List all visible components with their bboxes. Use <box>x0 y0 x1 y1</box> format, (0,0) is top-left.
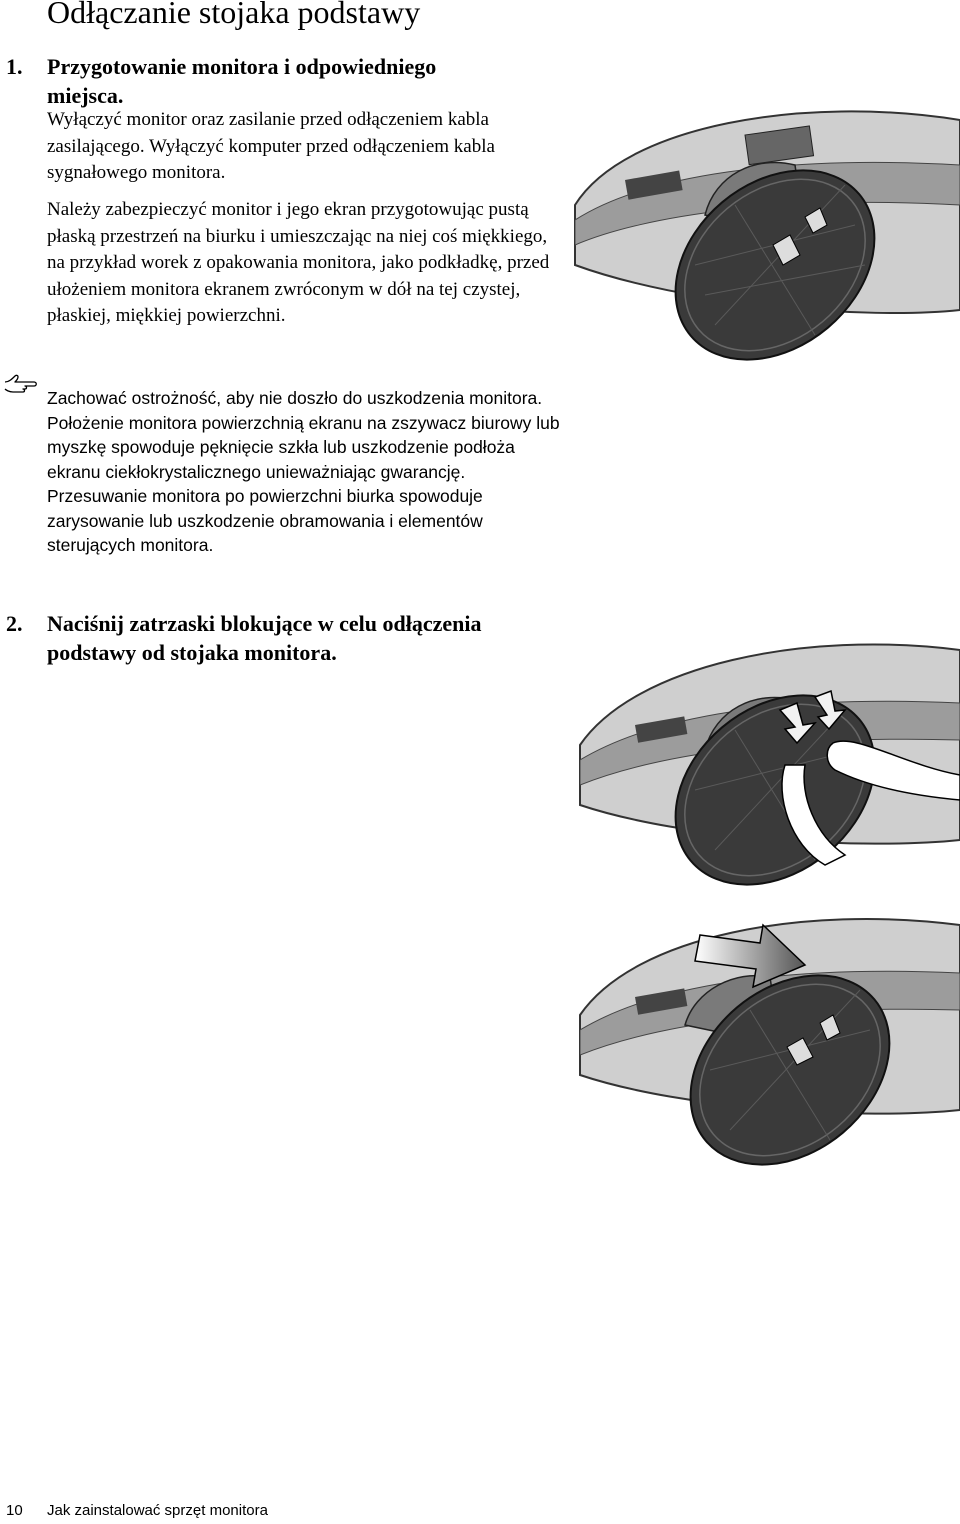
page-title: Odłączanie stojaka podstawy <box>47 0 421 30</box>
step-2-heading-line2: podstawy od stojaka monitora. <box>47 640 337 665</box>
step-1-heading-line2: miejsca. <box>47 83 124 108</box>
step-1-heading <box>47 52 567 110</box>
step-1-heading-line1: Przygotowanie monitora i odpowiedniego <box>47 54 437 79</box>
step-2-heading-line1: Naciśnij zatrzaski blokujące w celu odłączenia <box>47 611 482 636</box>
pointing-hand-icon <box>3 373 39 395</box>
illustration-press-latch <box>575 625 960 925</box>
footer-section-title: Jak zainstalować sprzęt monitora <box>47 1502 268 1519</box>
step-1-note: Zachować ostrożność, aby nie doszło do uszkodzenia monitora. Położenie monitora powierzchnią ekranu na zszywacz biurowy lub myszkę spowoduje pęknięcie szkła lub uszkodzenie podłoża ekranu ciekłokrystalicznego unieważniając gwarancję. Przesuwanie monitora po powierzchni biurka spowoduje zarysowanie lub uszkodzenie obramowania i elementów sterujących monitora. <box>47 388 560 555</box>
step-1-number: 1. <box>6 54 23 79</box>
footer-page-number: 10 <box>6 1502 23 1519</box>
illustration-monitor-base <box>565 95 960 395</box>
step-2-number: 2. <box>6 611 23 636</box>
illustration-slide-base <box>575 905 960 1175</box>
step-1-paragraph-protect-screen: Należy zabezpieczyć monitor i jego ekran przygotowując pustą płaską przestrzeń na biurku i umieszczając na niej coś miękkiego, na przykład worek z opakowania monitora, jako podkładkę, przed ułożeniem monitora ekranem zwróconym w dół na tej czystej, płaskiej, miękkiej powierzchni. <box>47 199 550 326</box>
step-2-heading <box>47 609 567 667</box>
step-1-paragraph-power-off: Wyłączyć monitor oraz zasilanie przed odłączeniem kabla zasilającego. Wyłączyć komputer przed odłączeniem kabla sygnałowego monitora. <box>47 109 495 183</box>
